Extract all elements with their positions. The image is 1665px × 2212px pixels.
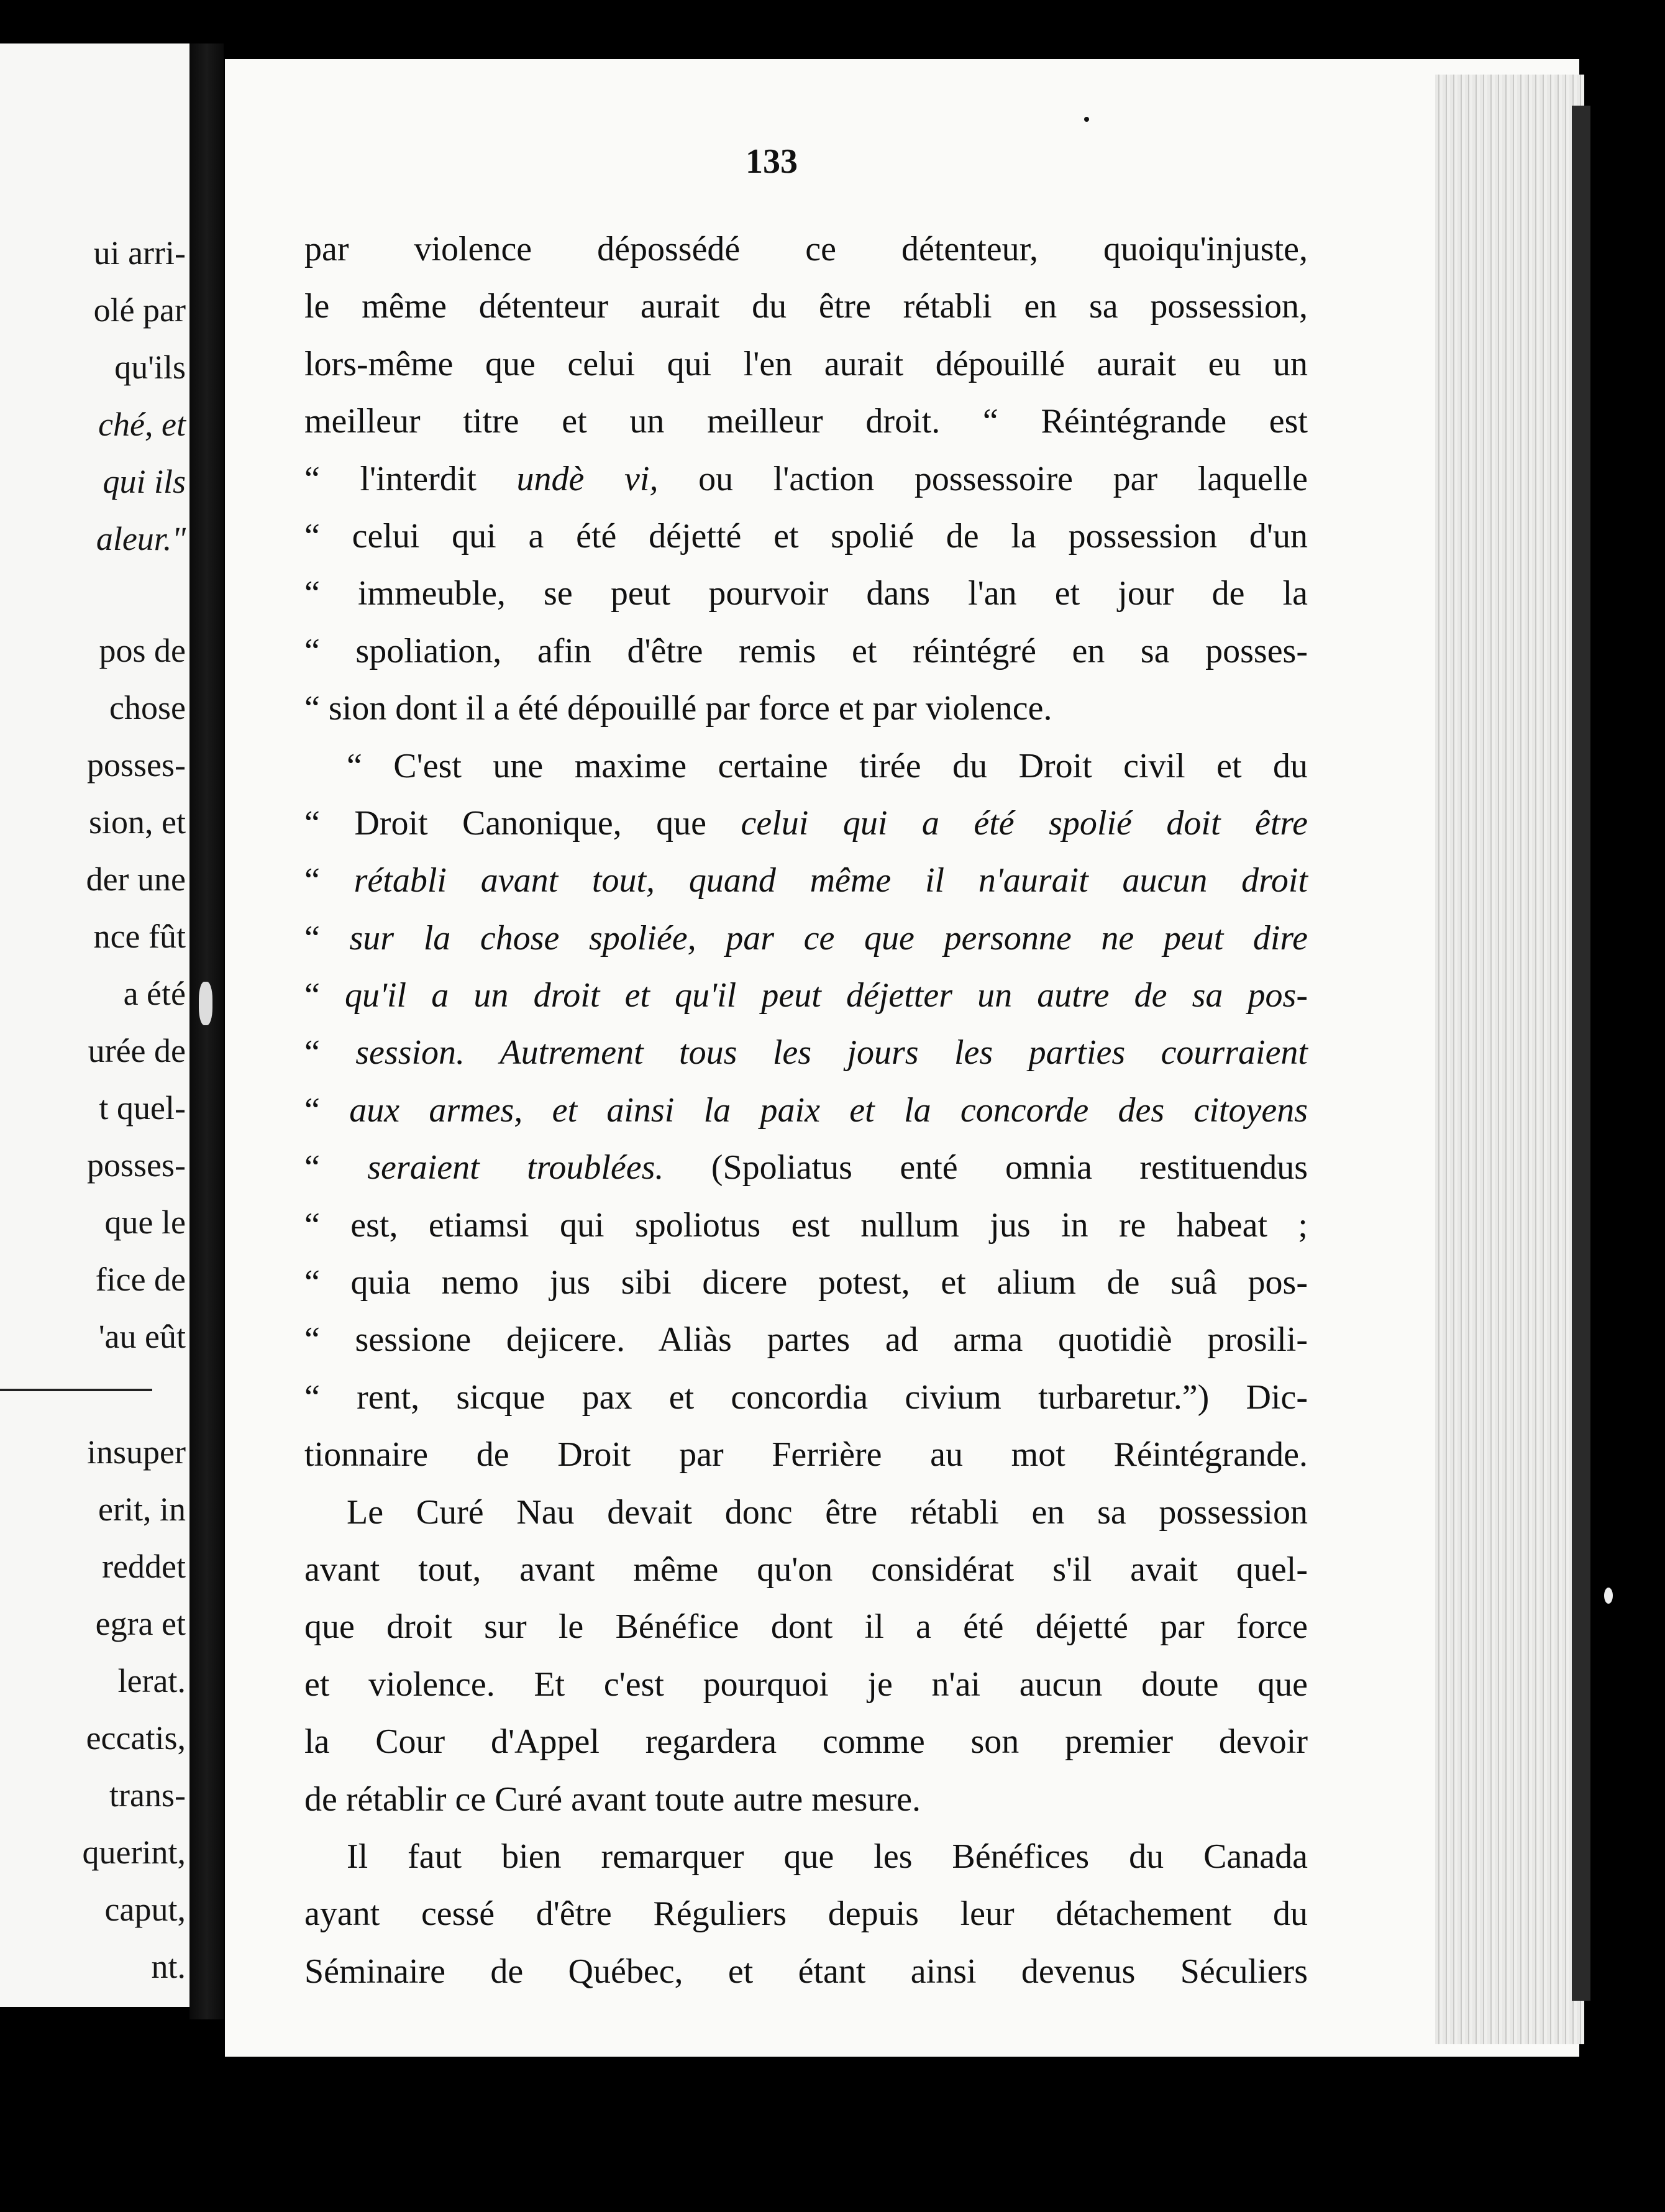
text-line: de rétablir ce Curé avant toute autre mesure. (304, 1780, 921, 1819)
left-fragment: caput, (104, 1891, 186, 1928)
left-fragment: querint, (82, 1834, 186, 1871)
text-line: avant tout, avant même qu'on considérat s'il avait quel- (304, 1550, 1308, 1589)
text-line: tionnaire de Droit par Ferrière au mot Réintégrande. (304, 1435, 1308, 1474)
page-edge-shadow (1572, 106, 1590, 2001)
text-line: “ rent, sicque pax et concordia civium turbaretur.”) Dic- (304, 1378, 1308, 1417)
text-line: “ immeuble, se peut pourvoir dans l'an et jour de la (304, 574, 1308, 613)
text-line: Le Curé Nau devait donc être rétabli en sa possession (347, 1492, 1308, 1532)
left-fragment: posses- (87, 746, 186, 784)
left-fragment: posses- (87, 1146, 186, 1184)
text-line: “ rétabli avant tout, quand même il n'aurait aucun droit (304, 861, 1308, 900)
left-fragment: lerat. (117, 1662, 186, 1699)
text-line: “ Droit Canonique, que celui qui a été spolié doit être (304, 803, 1308, 843)
left-fragment: nt. (151, 1948, 186, 1985)
left-fragment: a été (123, 975, 186, 1012)
left-fragment: 'au eût (98, 1318, 186, 1355)
text-line: “ sur la chose spoliée, par ce que personne ne peut dire (304, 918, 1308, 957)
left-fragment: qui ils (103, 463, 186, 500)
text-line: “ celui qui a été déjetté et spolié de la possession d'un (304, 516, 1308, 555)
text-line: “ l'interdit undè vi, ou l'action possessoire par laquelle (304, 459, 1308, 498)
left-fragment: que le (104, 1204, 186, 1241)
text-line: la Cour d'Appel regardera comme son premier devoir (304, 1722, 1308, 1762)
text-line: meilleur titre et un meilleur droit. “ Réintégrande est (304, 402, 1308, 441)
left-fragment: aleur." (96, 520, 186, 557)
text-line: que droit sur le Bénéfice dont il a été déjetté par force (304, 1607, 1308, 1647)
book-gutter (189, 43, 224, 2019)
text-line: “ est, etiamsi qui spoliotus est nullum jus in re habeat ; (304, 1205, 1308, 1245)
left-fragment: erit, in (98, 1491, 186, 1528)
text-line: “ session. Autrement tous les jours les parties courraient (304, 1033, 1308, 1072)
left-fragment: t quel- (99, 1089, 186, 1127)
text-line: Il faut bien remarquer que les Bénéfices du Canada (347, 1837, 1308, 1876)
text-line: “ C'est une maxime certaine tirée du Droit civil et du (347, 746, 1308, 785)
left-fragment: ché, et (98, 406, 186, 443)
left-facing-page (0, 43, 189, 2007)
text-line: le même détenteur aurait du être rétabli en sa possession, (304, 287, 1308, 326)
left-fragment: reddet (102, 1548, 186, 1585)
text-line: par violence dépossédé ce détenteur, quoiqu'injuste, (304, 230, 1308, 268)
page-edge-stack (1435, 75, 1584, 2044)
left-fragment: der une (86, 861, 186, 898)
left-fragment: egra et (95, 1605, 186, 1642)
scan-speck (1084, 117, 1089, 122)
text-line: et violence. Et c'est pourquoi je n'ai aucun doute que (304, 1665, 1308, 1704)
left-fragment: chose (109, 689, 186, 726)
text-line: Séminaire de Québec, et étant ainsi devenus Séculiers (304, 1952, 1308, 1991)
text-line: “ aux armes, et ainsi la paix et la concorde des citoyens (304, 1090, 1308, 1130)
text-line: “ spoliation, afin d'être remis et réintégré en sa posses- (304, 631, 1308, 670)
left-fragment: nce fût (93, 918, 186, 955)
main-text (304, 221, 1308, 2000)
text-line: “ sessione dejicere. Aliàs partes ad arma quotidiè prosili- (304, 1320, 1308, 1360)
page-number: 133 (746, 142, 798, 181)
left-fragment: pos de (99, 632, 186, 669)
left-fragment: qu'ils (114, 349, 186, 386)
scan-speck (199, 982, 212, 1025)
left-divider (0, 1389, 152, 1391)
text-line: “ quia nemo jus sibi dicere potest, et alium de suâ pos- (304, 1263, 1308, 1302)
text-line: “ sion dont il a été dépouillé par force et par violence. (304, 689, 1052, 728)
left-fragment: urée de (88, 1032, 186, 1069)
left-fragment: eccatis, (86, 1719, 186, 1757)
left-fragment: trans- (109, 1776, 186, 1814)
left-fragment: insuper (87, 1433, 186, 1471)
scan-speck (1604, 1588, 1613, 1604)
left-fragment: olé par (93, 291, 186, 329)
left-fragment: fice de (95, 1261, 186, 1298)
text-line: “ seraient troublées. (Spoliatus enté omnia restituendus (304, 1148, 1308, 1187)
text-line: lors-même que celui qui l'en aurait dépouillé aurait eu un (304, 344, 1308, 383)
left-fragment: sion, et (89, 803, 186, 841)
text-line: ayant cessé d'être Réguliers depuis leur détachement du (304, 1894, 1308, 1934)
text-line: “ qu'il a un droit et qu'il peut déjetter un autre de sa pos- (304, 976, 1308, 1015)
left-fragment: ui arri- (93, 234, 186, 272)
